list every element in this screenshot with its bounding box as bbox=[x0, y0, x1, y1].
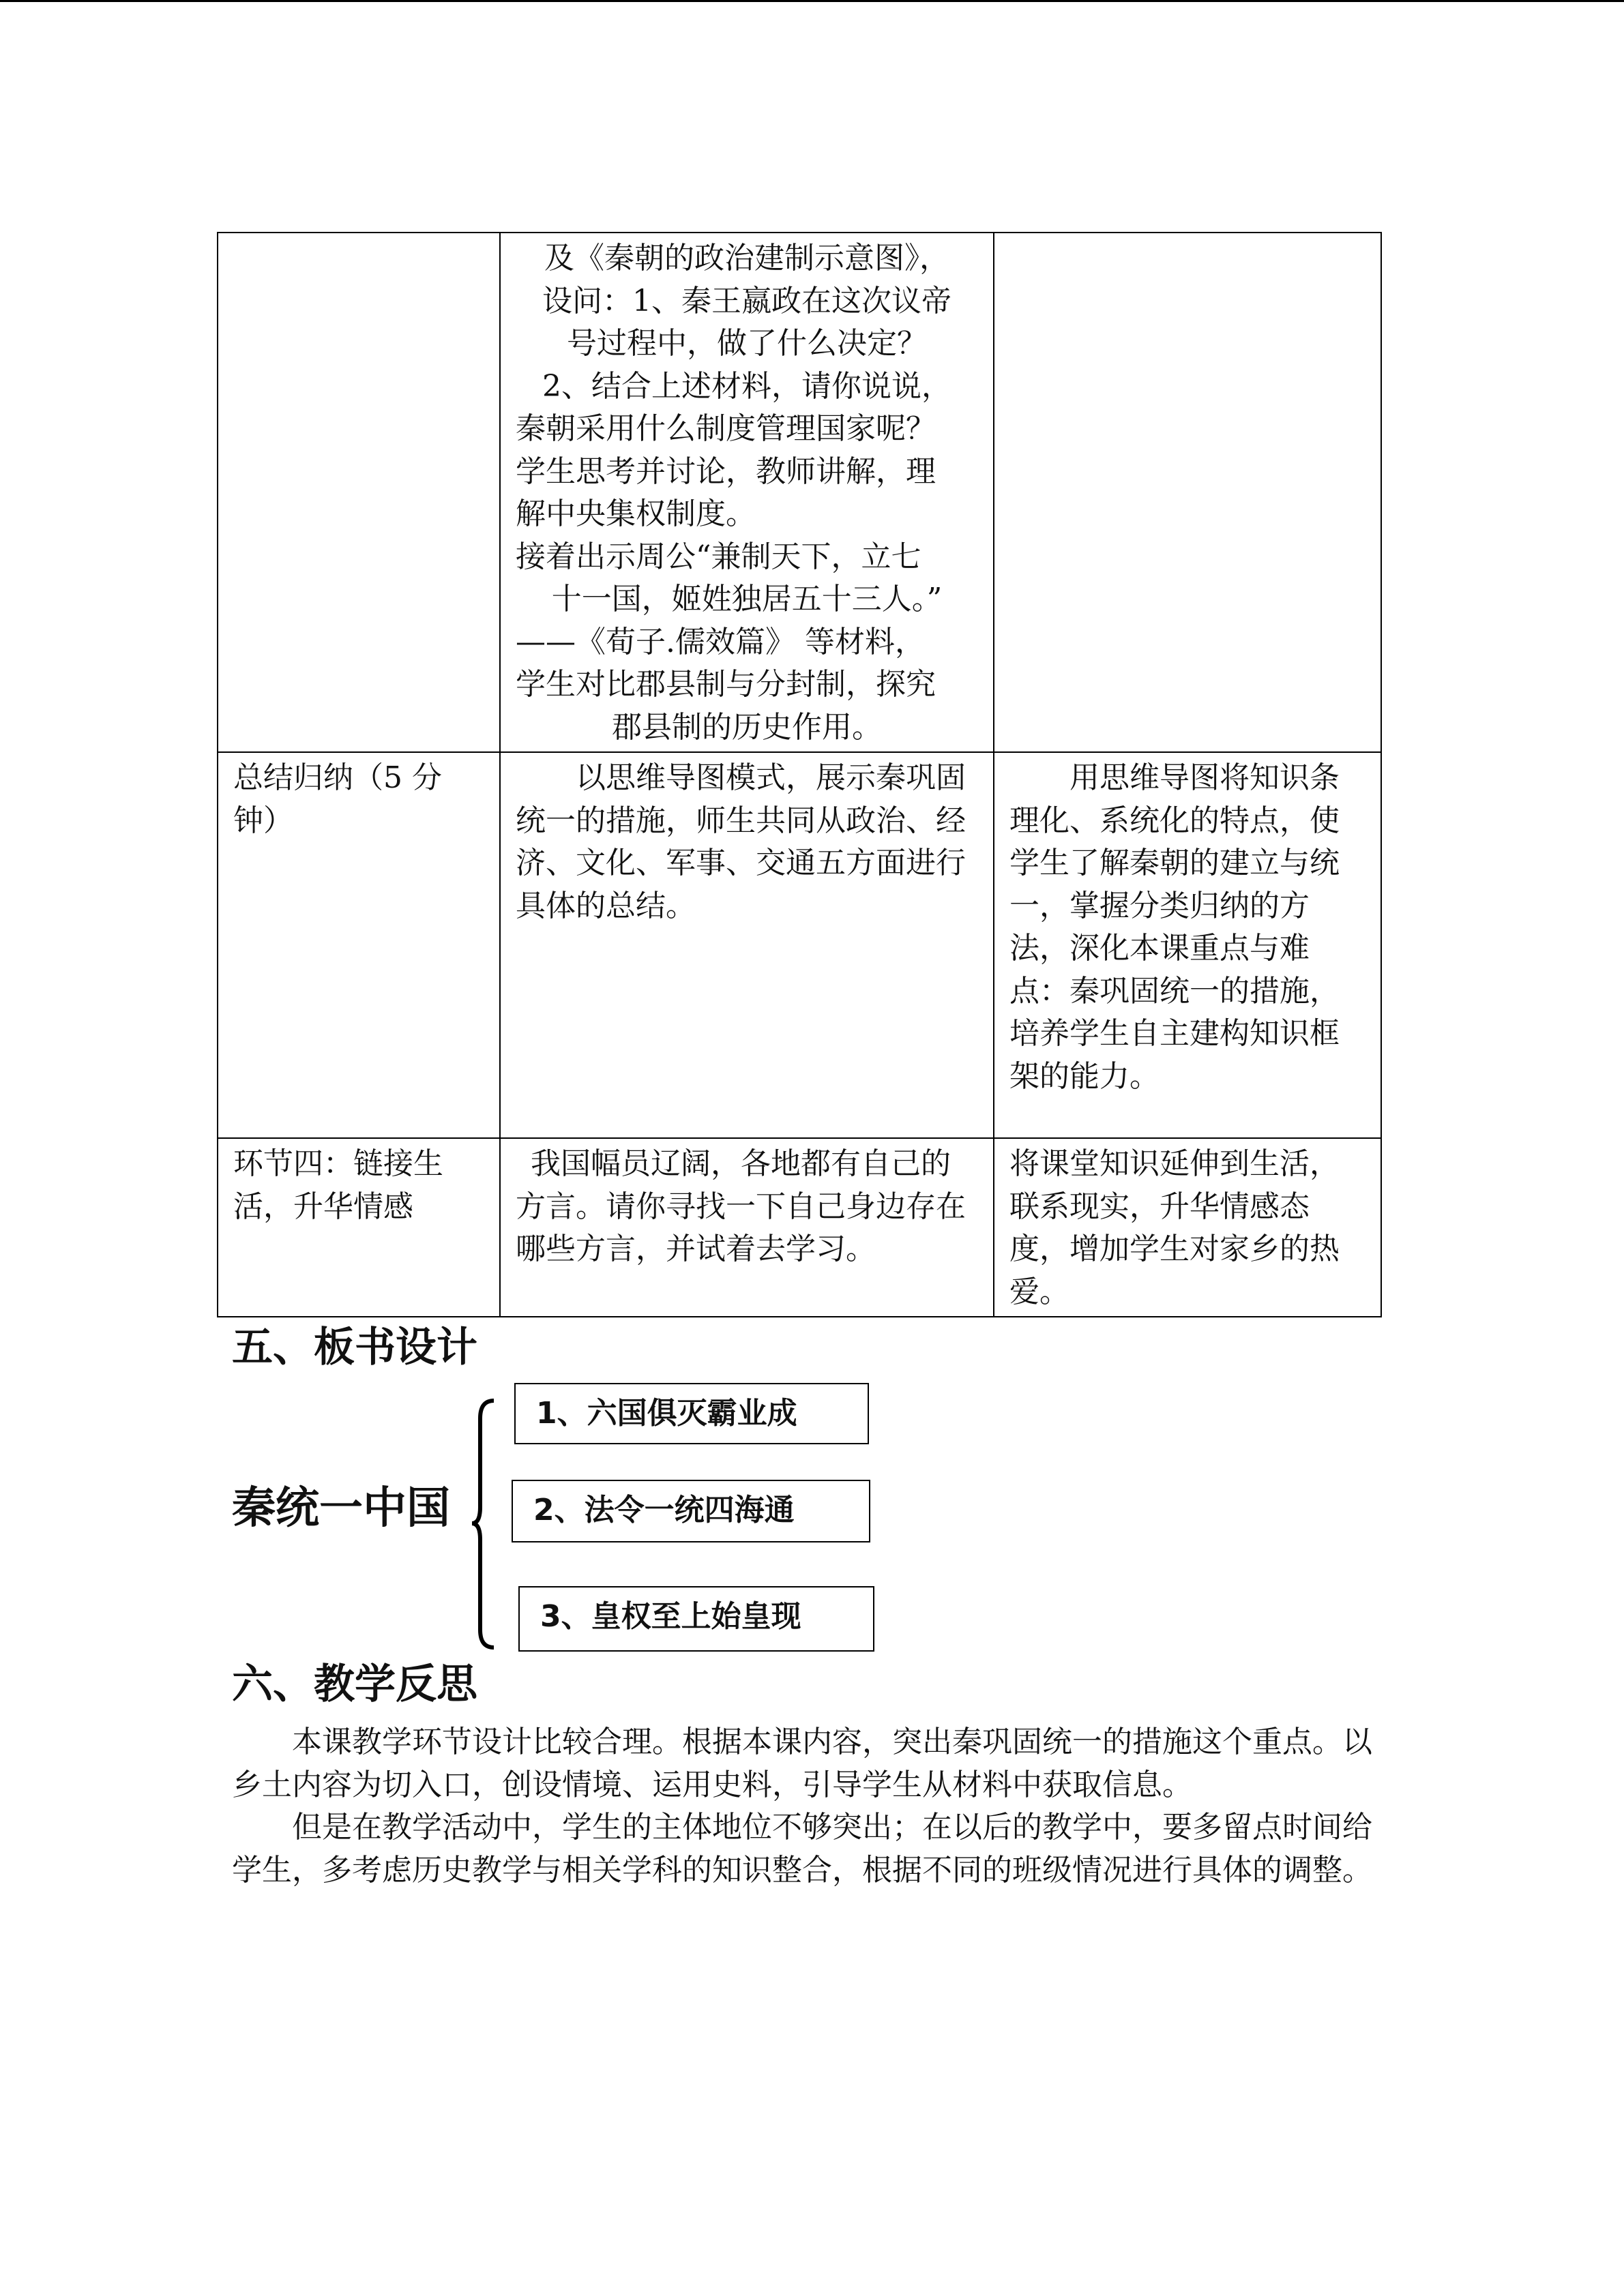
reflection-paragraph: 但是在教学活动中，学生的主体地位不够突出；在以后的教学中，要多留点时间给学生，多考虑历史教学与相关学科的知识整合，根据不同的班级情况进行具体的调整。 bbox=[232, 1810, 1372, 1888]
activity-line: 秦朝采用什么制度管理国家呢？ bbox=[516, 411, 936, 446]
lesson-table bbox=[217, 232, 1382, 1317]
intent-cell bbox=[994, 233, 1381, 752]
table-row bbox=[218, 233, 1381, 752]
intent-cell: 将课堂知识延伸到生活，联系现实，升华情感态度，增加学生对家乡的热爱。 bbox=[994, 1138, 1381, 1317]
activity-line: 号过程中，做了什么决定？ bbox=[567, 326, 927, 361]
reflection-body bbox=[232, 1721, 1381, 1892]
activity-line: 学生思考并讨论，教师讲解，理 bbox=[516, 453, 936, 489]
reflection-paragraph: 本课教学环节设计比较合理。根据本课内容，突出秦巩固统一的措施这个重点。以乡土内容为切入口，创设情境、运用史料，引导学生从材料中获取信息。 bbox=[232, 1725, 1372, 1802]
table-row bbox=[218, 1138, 1381, 1317]
activity-paragraph: 以思维导图模式，展示秦巩固统一的措施，师生共同从政治、经济、文化、军事、交通五方面进行具体的总结。 bbox=[516, 760, 966, 923]
activity-line: 解中央集权制度。 bbox=[516, 496, 756, 531]
intent-cell bbox=[994, 752, 1381, 1138]
board-title: 秦统一中国 bbox=[232, 1483, 450, 1534]
activity-line: 设问：1、秦王嬴政在这次议帝 bbox=[542, 283, 951, 318]
board-item-box: 3、皇权至上始皇现 bbox=[518, 1586, 874, 1652]
board-item-box: 2、法令一统四海通 bbox=[512, 1480, 870, 1542]
activity-line: 2、结合上述材料，请你说说， bbox=[542, 368, 951, 404]
activity-line: 及《秦朝的政治建制示意图》， bbox=[544, 241, 949, 275]
activity-line: 学生对比郡县制与分封制，探究 bbox=[516, 667, 936, 702]
stage-cell bbox=[218, 233, 500, 752]
activity-cell bbox=[500, 1138, 994, 1317]
activity-line: ——《荀子.儒效篇》 等材料， bbox=[516, 624, 925, 659]
activity-paragraph: 我国幅员辽阔，各地都有自己的方言。请你寻找一下自己身边存在哪些方言，并试着去学习。 bbox=[516, 1146, 966, 1266]
page-top-border bbox=[0, 0, 1624, 2]
activity-line: 接着出示周公“兼制天下，立七 bbox=[516, 539, 921, 574]
intent-paragraph: 用思维导图将知识条理化、系统化的特点，使学生了解秦朝的建立与统一，掌握分类归纳的方法，深化本课重点与难点：秦巩固统一的措施，培养学生自主建构知识框架的能力。 bbox=[1009, 760, 1340, 1094]
board-item-box: 1、六国俱灭霸业成 bbox=[514, 1383, 869, 1444]
activity-cell bbox=[500, 233, 994, 752]
activity-line: 郡县制的历史作用。 bbox=[612, 709, 882, 745]
table-row bbox=[218, 752, 1381, 1138]
reflection-heading: 六、教学反思 bbox=[232, 1660, 477, 1708]
curly-brace-icon bbox=[471, 1398, 498, 1650]
stage-cell: 总结归纳（5 分钟） bbox=[218, 752, 500, 1138]
activity-cell bbox=[500, 752, 994, 1138]
board-design-heading: 五、板书设计 bbox=[232, 1324, 477, 1371]
activity-line: 十一国，姬姓独居五十三人。” bbox=[551, 582, 943, 616]
stage-cell: 环节四：链接生活，升华情感 bbox=[218, 1138, 500, 1317]
